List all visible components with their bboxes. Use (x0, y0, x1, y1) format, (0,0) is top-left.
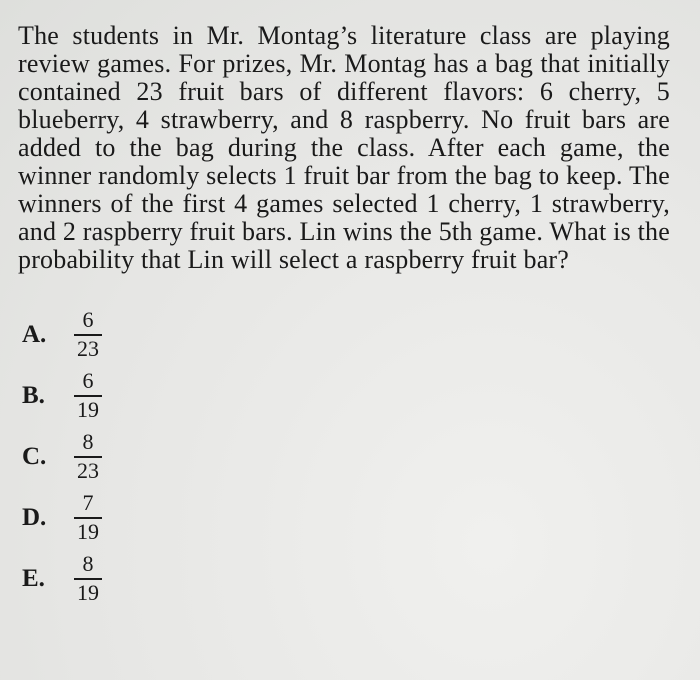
choice-d[interactable] (22, 487, 670, 548)
fraction-numerator: 6 (82, 307, 94, 332)
choice-letter: E. (22, 564, 45, 592)
choice-fraction (74, 369, 102, 422)
choice-fraction (74, 430, 102, 483)
choice-b[interactable] (22, 365, 670, 426)
choice-fraction (74, 491, 102, 544)
choice-a[interactable] (22, 304, 670, 365)
choice-fraction (74, 552, 102, 605)
fraction-denominator: 23 (77, 336, 99, 361)
fraction-denominator: 19 (77, 519, 99, 544)
choice-letter: C. (22, 442, 47, 470)
answer-choices (18, 304, 670, 609)
choice-e[interactable] (22, 548, 670, 609)
fraction-denominator: 23 (77, 458, 99, 483)
question-page (18, 22, 670, 609)
fraction-denominator: 19 (77, 580, 99, 605)
choice-c[interactable] (22, 426, 670, 487)
fraction-numerator: 8 (82, 429, 94, 454)
choice-fraction (74, 308, 102, 361)
fraction-denominator: 19 (77, 397, 99, 422)
choice-letter: B. (22, 381, 45, 409)
question-text: The students in Mr. Montag’s literature class are playing review games. For prizes, Mr. Montag has a bag that initially contained 23 fruit bars of different flavors: 6 cherry, 5 blueberry, 4 strawberry, and 8 raspberry. No fruit bars are added to the bag during the class. After each game, the winner randomly selects 1 fruit bar from the bag to keep. The winners of the first 4 games selected 1 cherry, 1 strawberry, and 2 raspberry fruit bars. Lin wins the 5th game. What is the probability that Lin will select a raspberry fruit bar? (18, 21, 670, 274)
fraction-numerator: 8 (82, 551, 94, 576)
fraction-numerator: 7 (82, 490, 94, 515)
fraction-numerator: 6 (82, 368, 94, 393)
choice-letter: A. (22, 320, 47, 348)
choice-letter: D. (22, 503, 47, 531)
